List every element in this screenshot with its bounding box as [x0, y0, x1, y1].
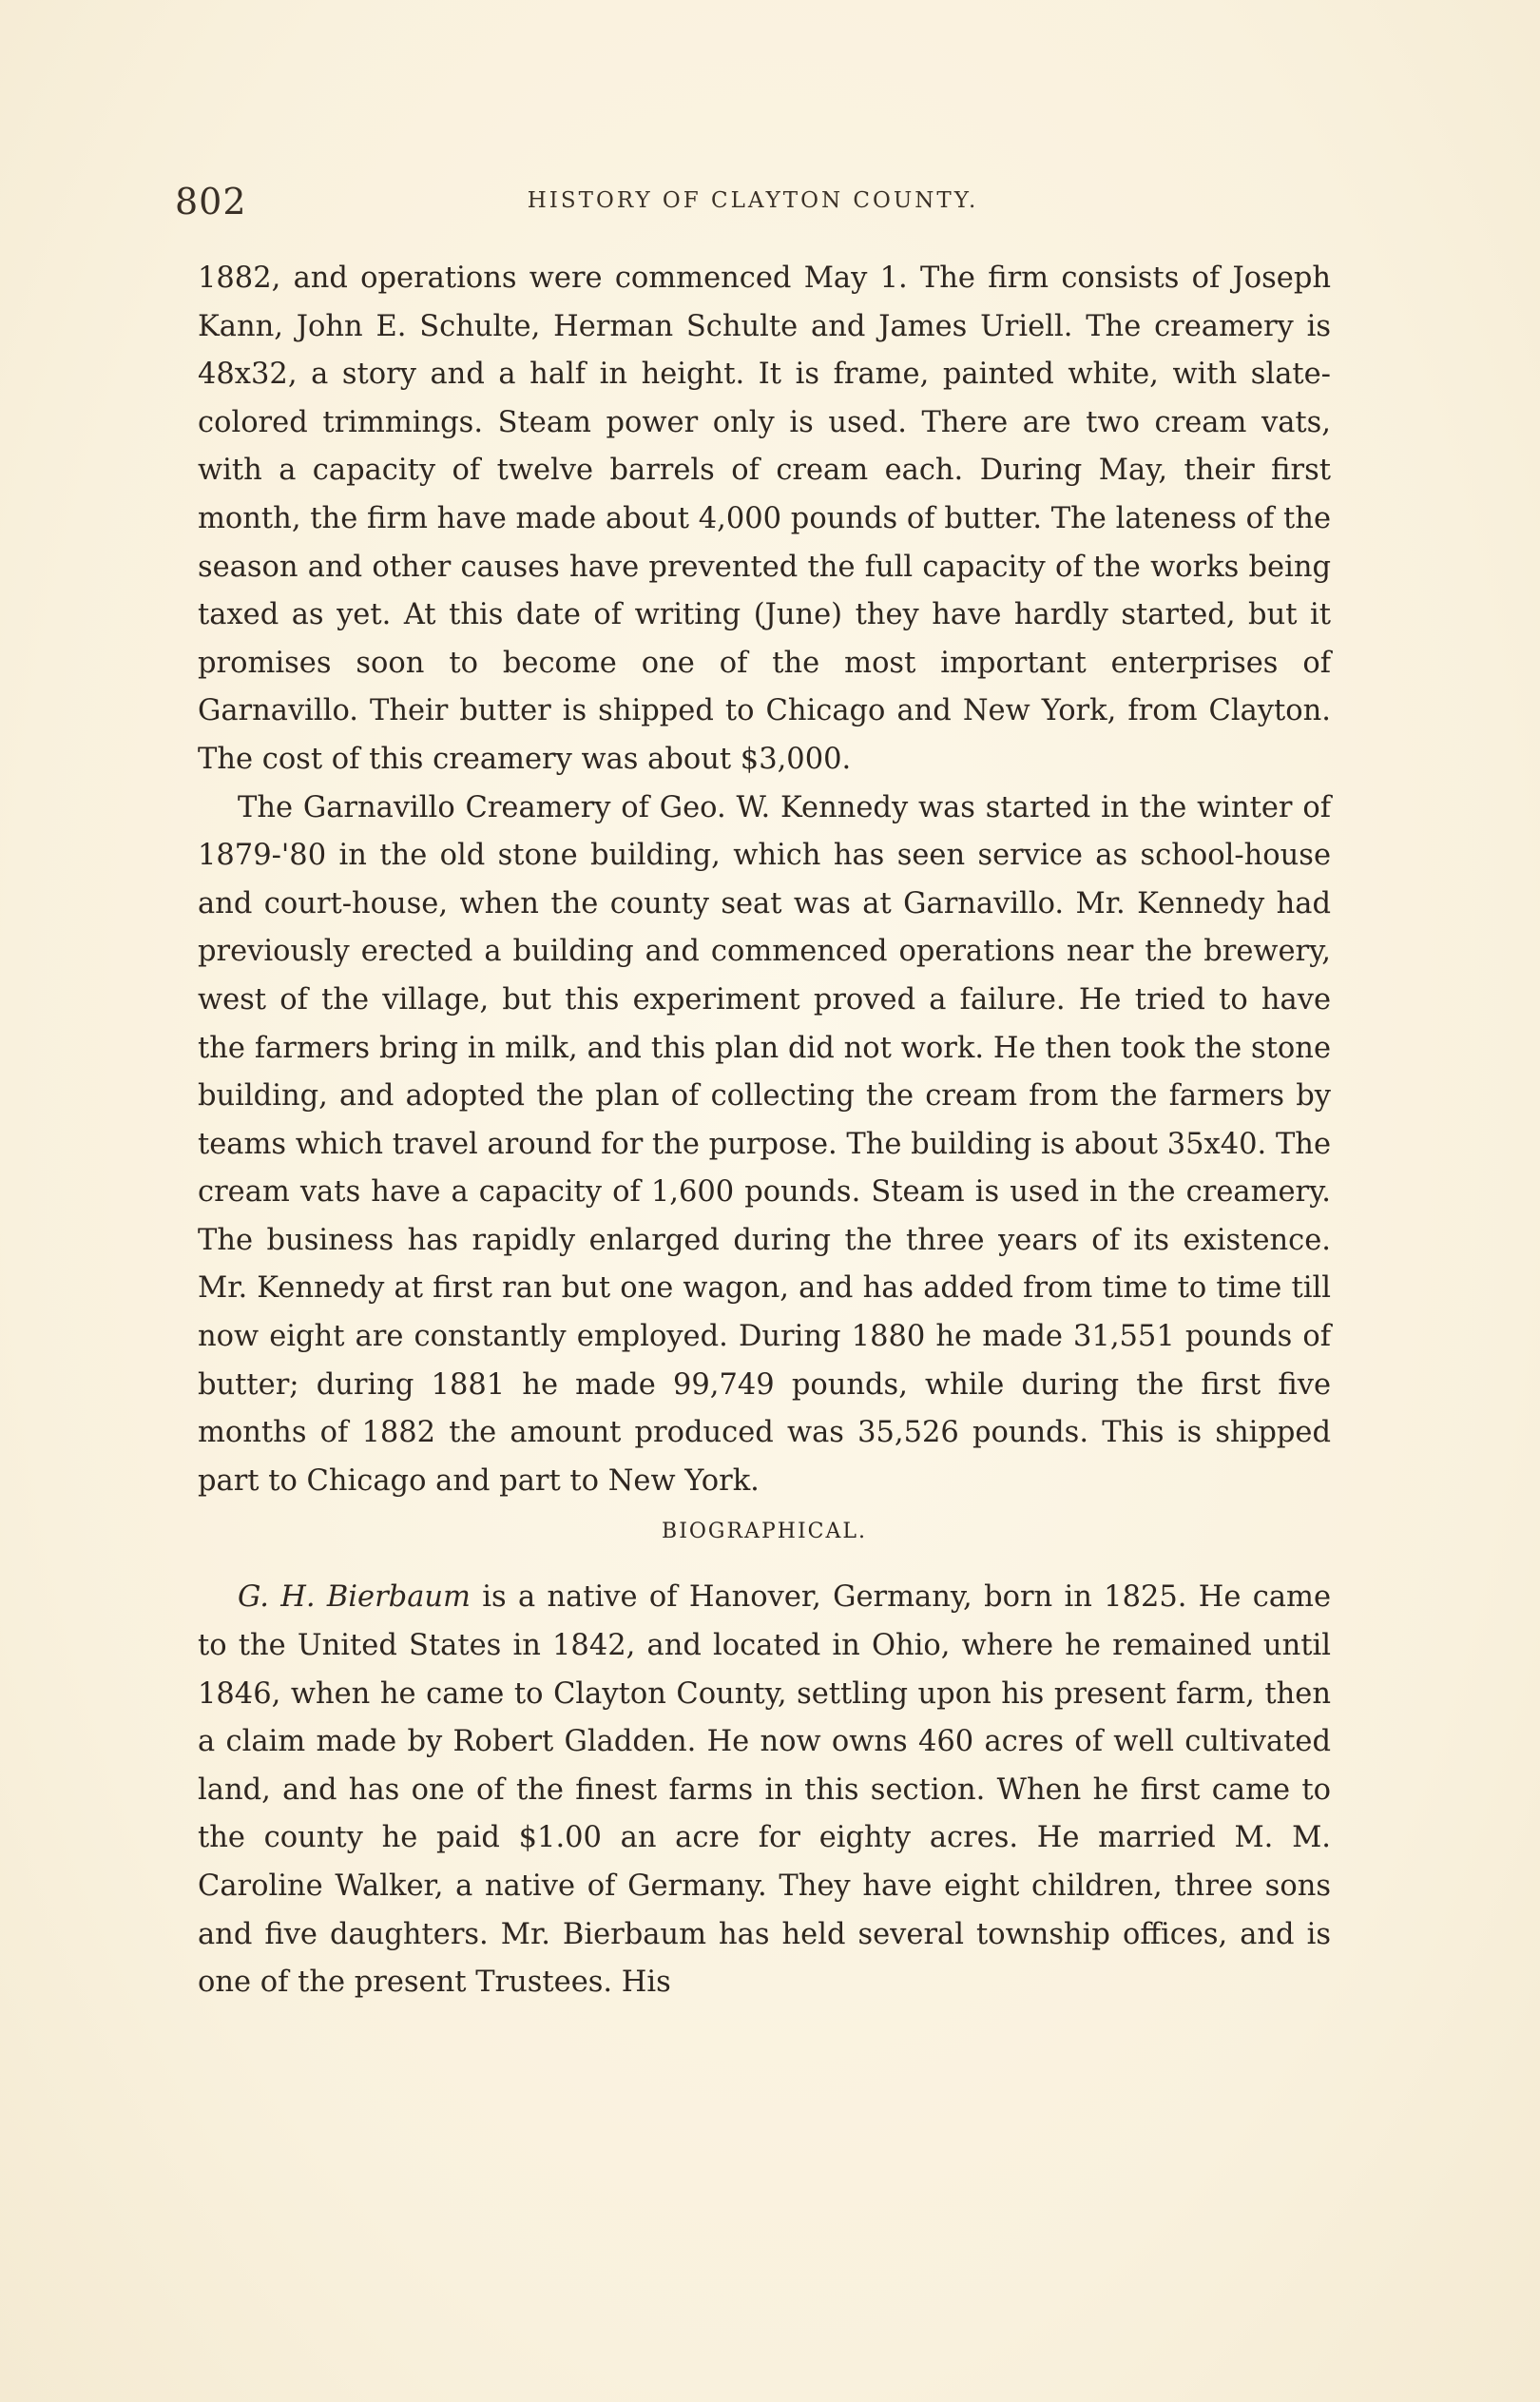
- paragraph-biography-bierbaum: [198, 1574, 1331, 2006]
- paragraph-creamery-kann: 1882, and operations were commenced May 1. The firm consists of Joseph Kann, John E. Schulte, Herman Schulte and James Uriell. The creamery is 48x32, a story and a half in height. It is frame, painted white, with slate-colored trimmings. Steam power only is used. There are two cream vats, with a capacity of twelve barrels of cream each. During May, their first month, the firm have made about 4,000 pounds of butter. The lateness of the season and other causes have prevented the full capacity of the works being taxed as yet. At this date of writing (June) they have hardly started, but it promises soon to become one of the most important enterprises of Garnavillo. Their butter is shipped to Chicago and New York, from Clayton. The cost of this creamery was about $3,000.: [198, 262, 1331, 776]
- running-title: HISTORY OF CLAYTON COUNTY.: [527, 188, 979, 213]
- biography-text: is a native of Hanover, Germany, born in 1825. He came to the United States in 1842, and located in Ohio, where he remained until 1846, when he came to Clayton County, settling upon his present farm, then a claim made by Robert Gladden. He now owns 460 acres of well cultivated land, and has one of the finest farms in this section. When he first came to the county he paid $1.00 an acre for eighty acres. He married M. M. Caroline Walker, a native of Germany. They have eight children, three sons and five daughters. Mr. Bierbaum has held several township offices, and is one of the present Trustees. His: [198, 1580, 1331, 2000]
- body-text: [198, 255, 1331, 2007]
- paragraph-creamery-kennedy: The Garnavillo Creamery of Geo. W. Kennedy was started in the winter of 1879-'80 in the old stone building, which has seen service as school-house and court-house, when the county seat was at Garnavillo. Mr. Kennedy had previously erected a building and commenced operations near the brewery, west of the village, but this experiment proved a failure. He tried to have the farmers bring in milk, and this plan did not work. He then took the stone building, and adopted the plan of collecting the cream from the farmers by teams which travel around for the purpose. The building is about 35x40. The cream vats have a capacity of 1,600 pounds. Steam is used in the creamery. The business has rapidly enlarged during the three years of its existence. Mr. Kennedy at first ran but one wagon, and has added from time to time till now eight are constantly employed. During 1880 he made 31,551 pounds of butter; during 1881 he made 99,749 pounds, while during the first five months of 1882 the amount produced was 35,526 pounds. This is shipped part to Chicago and part to New York.: [198, 790, 1331, 1498]
- biography-name: G. H. Bierbaum: [238, 1580, 471, 1615]
- section-heading-biographical: BIOGRAPHICAL.: [662, 1520, 867, 1544]
- running-head: [175, 181, 1331, 228]
- page-number: 802: [175, 181, 247, 223]
